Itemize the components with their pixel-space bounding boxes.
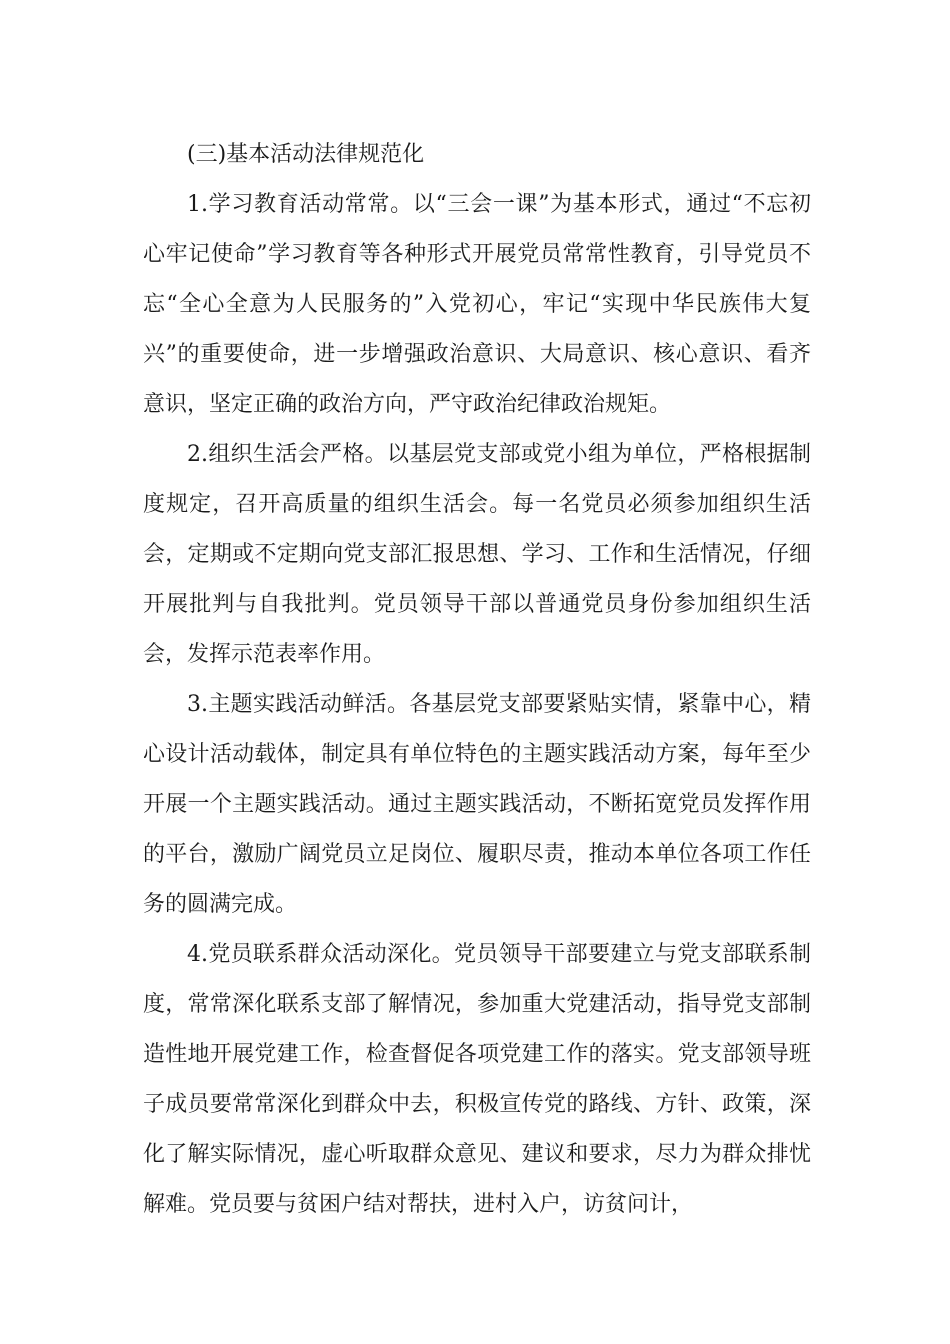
paragraph-3: 3.主题实践活动鲜活。各基层党支部要紧贴实情，紧靠中心，精心设计活动载体，制定具有单位特色的主题实践活动方案，每年至少开展一个主题实践活动。通过主题实践活动，不断拓宽党员发挥作用的平台，激励广阔党员立足岗位、履职尽责，推动本单位各项工作任务的圆满完成。 bbox=[143, 692, 811, 917]
paragraph-2: 2.组织生活会严格。以基层党支部或党小组为单位，严格根据制度规定，召开高质量的组织生活会。每一名党员必须参加组织生活会，定期或不定期向党支部汇报思想、学习、工作和生活情况，仔细开展批判与自我批判。党员领导干部以普通党员身份参加组织生活会，发挥示范表率作用。 bbox=[143, 442, 811, 667]
paragraph-1: 1.学习教育活动常常。以“三会一课”为基本形式，通过“不忘初心牢记使命”学习教育等各种形式开展党员常常性教育，引导党员不忘“全心全意为人民服务的”入党初心，牢记“实现中华民族伟大复兴”的重要使命，进一步增强政治意识、大局意识、核心意识、看齐意识，坚定正确的政治方向，严守政治纪律政治规矩。 bbox=[143, 192, 811, 417]
paragraph-4: 4.党员联系群众活动深化。党员领导干部要建立与党支部联系制度，常常深化联系支部了解情况，参加重大党建活动，指导党支部制造性地开展党建工作，检查督促各项党建工作的落实。党支部领导班子成员要常常深化到群众中去，积极宣传党的路线、方针、政策，深化了解实际情况，虚心听取群众意见、建议和要求，尽力为群众排忧解难。党员要与贫困户结对帮扶，进村入户，访贫问计， bbox=[143, 942, 811, 1217]
section-heading: (三)基本活动法律规范化 bbox=[187, 142, 425, 167]
document-body bbox=[143, 130, 811, 1230]
